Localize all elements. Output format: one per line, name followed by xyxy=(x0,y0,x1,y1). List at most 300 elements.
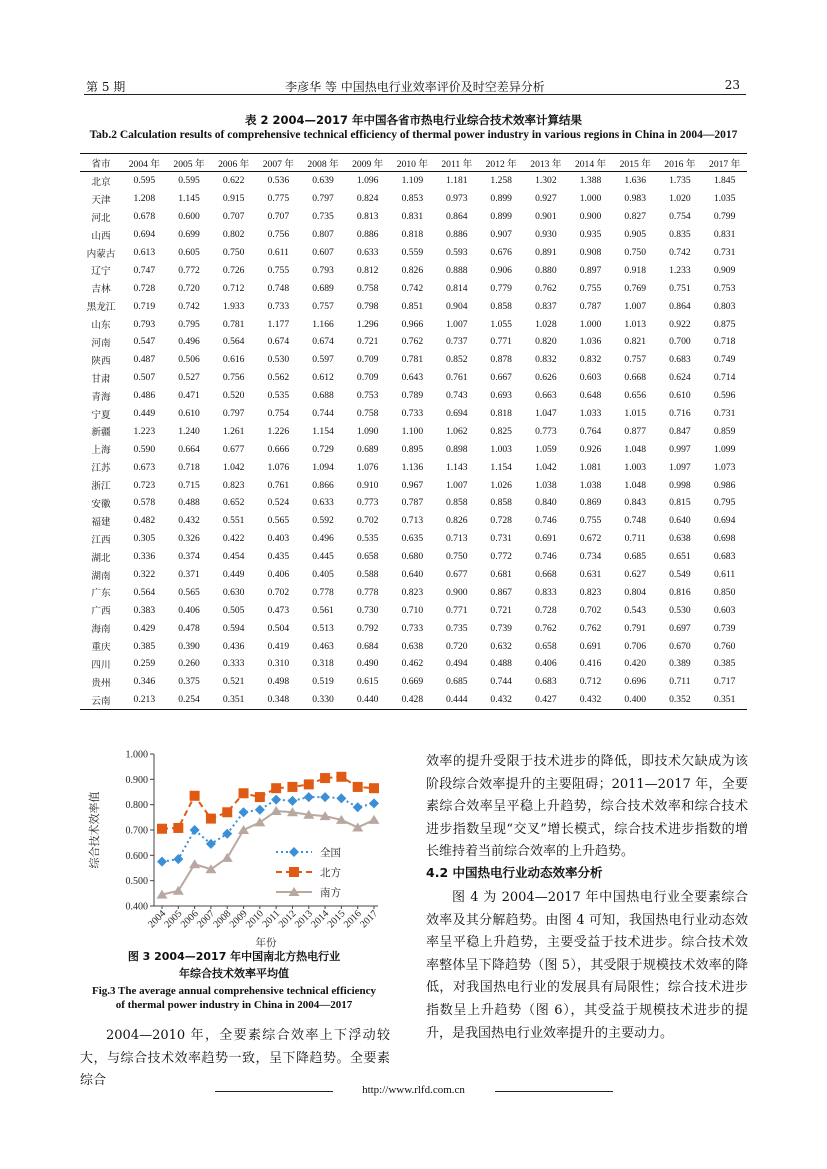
value-cell: 0.478 xyxy=(178,622,200,634)
province-cell: 山东 xyxy=(91,320,111,332)
value-cell: 0.772 xyxy=(490,551,512,563)
value-cell: 0.611 xyxy=(713,569,736,581)
data-point xyxy=(255,805,265,815)
value-cell: 1.097 xyxy=(669,461,691,473)
province-cell: 湖北 xyxy=(91,552,111,564)
value-cell: 0.728 xyxy=(490,515,512,527)
value-cell: 0.764 xyxy=(579,425,602,437)
value-cell: 1.036 xyxy=(579,336,602,348)
footer-rule-right xyxy=(495,1091,613,1092)
province-cell: 四川 xyxy=(91,659,111,671)
value-cell: 0.352 xyxy=(658,691,703,709)
column-header: 2013 年 xyxy=(524,154,569,172)
column-header: 2017 年 xyxy=(702,154,747,172)
value-cell: 1.143 xyxy=(445,461,468,473)
value-cell: 0.787 xyxy=(579,300,602,312)
table-row xyxy=(80,583,747,601)
value-cell: 0.816 xyxy=(669,586,691,598)
value-cell: 0.744 xyxy=(312,408,334,420)
value-cell: 0.720 xyxy=(178,282,200,294)
value-cell: 0.371 xyxy=(178,569,200,581)
column-header: 2004 年 xyxy=(122,154,167,172)
data-point xyxy=(173,823,183,833)
value-cell: 0.559 xyxy=(401,247,424,258)
value-cell: 1.076 xyxy=(267,461,290,473)
value-cell: 0.735 xyxy=(445,622,468,634)
value-cell: 0.390 xyxy=(178,640,200,652)
column-header: 2014 年 xyxy=(568,154,613,172)
value-cell: 0.685 xyxy=(624,551,646,563)
value-cell: 0.432 xyxy=(178,515,200,527)
value-cell: 0.966 xyxy=(401,318,424,330)
value-cell: 0.385 xyxy=(713,658,736,670)
data-point xyxy=(352,822,363,831)
value-cell: 0.749 xyxy=(713,354,736,366)
data-point xyxy=(304,779,314,789)
value-cell: 0.462 xyxy=(401,658,424,670)
x-tick-label: 2011 xyxy=(260,908,283,931)
value-cell: 0.697 xyxy=(669,622,691,634)
value-cell: 0.798 xyxy=(356,300,379,312)
data-point xyxy=(189,859,200,868)
province-cell: 江苏 xyxy=(91,463,111,475)
value-cell: 0.694 xyxy=(133,229,156,241)
value-cell: 1.038 xyxy=(579,479,602,491)
value-cell: 0.891 xyxy=(535,247,557,258)
value-cell: 0.683 xyxy=(713,551,736,563)
table-row xyxy=(80,244,747,262)
value-cell: 0.827 xyxy=(624,211,646,223)
value-cell: 0.858 xyxy=(490,300,512,312)
value-cell: 0.840 xyxy=(535,497,557,509)
value-cell: 0.757 xyxy=(312,300,334,312)
value-cell: 0.688 xyxy=(312,390,334,402)
value-cell: 0.899 xyxy=(490,193,512,205)
value-cell: 0.910 xyxy=(356,479,379,491)
value-cell: 0.677 xyxy=(222,443,245,455)
province-cell: 山西 xyxy=(91,230,111,242)
column-header: 2015 年 xyxy=(613,154,658,172)
column-header: 2016 年 xyxy=(658,154,703,172)
value-cell: 0.213 xyxy=(122,691,167,709)
value-cell: 0.694 xyxy=(445,408,468,420)
data-point xyxy=(353,802,363,812)
value-cell: 0.310 xyxy=(267,658,290,670)
data-point xyxy=(369,815,380,824)
value-cell: 0.259 xyxy=(133,658,156,670)
value-cell: 0.709 xyxy=(356,372,379,384)
value-cell: 1.007 xyxy=(445,318,468,330)
column-header: 2006 年 xyxy=(211,154,256,172)
value-cell: 1.042 xyxy=(222,461,245,473)
value-cell: 0.906 xyxy=(490,264,512,276)
value-cell: 0.832 xyxy=(579,354,602,366)
province-cell: 云南 xyxy=(80,691,122,709)
value-cell: 1.154 xyxy=(312,425,334,437)
value-cell: 0.733 xyxy=(267,300,290,312)
value-cell: 0.742 xyxy=(401,282,424,294)
value-cell: 0.594 xyxy=(222,622,245,634)
value-cell: 0.674 xyxy=(267,336,290,348)
value-cell: 0.864 xyxy=(445,211,468,223)
province-cell: 宁夏 xyxy=(91,409,111,421)
value-cell: 0.440 xyxy=(345,691,390,709)
value-cell: 0.676 xyxy=(490,247,512,258)
value-cell: 0.778 xyxy=(312,586,334,598)
value-cell: 0.549 xyxy=(669,569,691,581)
value-cell: 0.709 xyxy=(356,354,379,366)
table-row xyxy=(80,369,747,387)
value-cell: 0.901 xyxy=(535,211,557,223)
province-cell: 甘肃 xyxy=(91,373,111,385)
x-tick-label: 2010 xyxy=(244,908,266,931)
value-cell: 0.487 xyxy=(133,354,156,366)
value-cell: 0.530 xyxy=(267,354,290,366)
value-cell: 1.048 xyxy=(624,479,646,491)
value-cell: 0.728 xyxy=(535,604,557,616)
value-cell: 0.597 xyxy=(312,354,334,366)
value-cell: 0.888 xyxy=(445,264,468,276)
value-cell: 0.813 xyxy=(356,211,379,223)
value-cell: 1.000 xyxy=(579,193,602,205)
value-cell: 0.869 xyxy=(579,497,602,509)
value-cell: 0.333 xyxy=(222,658,245,670)
value-cell: 0.389 xyxy=(669,658,691,670)
province-cell: 广东 xyxy=(91,588,111,600)
value-cell: 0.652 xyxy=(222,497,245,509)
value-cell: 0.416 xyxy=(579,658,602,670)
value-cell: 0.613 xyxy=(133,247,156,258)
value-cell: 0.672 xyxy=(579,533,602,545)
value-cell: 0.449 xyxy=(222,569,245,581)
value-cell: 0.635 xyxy=(401,533,424,545)
value-cell: 0.716 xyxy=(669,408,691,420)
value-cell: 1.090 xyxy=(356,425,379,437)
value-cell: 0.639 xyxy=(312,175,334,187)
x-tick-label: 2016 xyxy=(341,908,364,931)
value-cell: 0.648 xyxy=(579,390,602,402)
value-cell: 0.758 xyxy=(356,282,379,294)
data-point xyxy=(239,807,249,817)
x-tick-label: 2014 xyxy=(309,908,332,931)
figure-caption-en-line1: Fig.3 The average annual comprehensive technical efficiency xyxy=(91,985,377,997)
data-point xyxy=(271,795,281,805)
value-cell: 1.296 xyxy=(356,318,379,330)
value-cell: 0.454 xyxy=(222,551,245,563)
value-cell: 0.754 xyxy=(669,211,691,223)
table-row xyxy=(80,440,747,458)
value-cell: 0.520 xyxy=(222,390,245,402)
value-cell: 1.042 xyxy=(535,461,557,473)
value-cell: 0.505 xyxy=(222,604,245,616)
value-cell: 1.047 xyxy=(535,408,557,420)
body-paragraph-right-2: 图 4 为 2004—2017 年中国热电行业全要素综合效率及其分解趋势。由图 4 可知，我国热电行业动态效率呈平稳上升趋势，主要受益于技术进步。综合技术效率整体呈下降趋势（图 5），其受限于规模技术效率的降低，对我国热电行业的发展具有局限性；综合技术进步指数呈上升趋势（图 6），其受益于规模技术进步的提升，是我国热电行业效率提升的主要动力。 xyxy=(426,890,748,1041)
value-cell: 0.799 xyxy=(713,211,736,223)
value-cell: 0.733 xyxy=(401,622,424,634)
value-cell: 0.915 xyxy=(222,193,245,205)
value-cell: 0.762 xyxy=(535,282,557,294)
value-cell: 0.899 xyxy=(490,211,512,223)
value-cell: 0.723 xyxy=(133,479,156,491)
province-cell: 湖南 xyxy=(91,570,111,582)
province-cell: 陕西 xyxy=(91,355,111,367)
table-row xyxy=(80,476,747,494)
value-cell: 0.983 xyxy=(624,193,646,205)
figure-caption-cn-line2: 年综合技术效率平均值 xyxy=(179,967,289,980)
value-cell: 0.702 xyxy=(356,515,379,527)
value-cell: 0.875 xyxy=(713,318,736,330)
value-cell: 0.998 xyxy=(669,479,691,491)
value-cell: 1.933 xyxy=(222,300,245,312)
table-row xyxy=(80,351,747,369)
value-cell: 0.449 xyxy=(133,408,156,420)
table-row xyxy=(80,261,747,279)
column-header: 2007 年 xyxy=(256,154,301,172)
data-point xyxy=(320,773,330,783)
value-cell: 1.015 xyxy=(624,408,646,420)
value-cell: 0.787 xyxy=(401,497,424,509)
value-cell: 0.718 xyxy=(178,461,200,473)
y-tick-label: 0.600 xyxy=(125,850,148,862)
value-cell: 0.595 xyxy=(178,175,200,187)
value-cell: 0.564 xyxy=(222,336,245,348)
value-cell: 0.400 xyxy=(613,691,658,709)
value-cell: 0.720 xyxy=(445,640,468,652)
table-row xyxy=(80,619,747,637)
value-cell: 0.850 xyxy=(713,586,736,598)
column-header: 2011 年 xyxy=(435,154,479,172)
value-cell: 0.663 xyxy=(535,390,557,402)
value-cell: 1.302 xyxy=(535,175,557,187)
value-cell: 0.926 xyxy=(579,443,602,455)
value-cell: 0.781 xyxy=(222,318,245,330)
page-footer xyxy=(0,1083,827,1096)
value-cell: 0.986 xyxy=(713,479,736,491)
table-row xyxy=(80,172,747,190)
province-cell: 河南 xyxy=(91,337,111,349)
value-cell: 0.678 xyxy=(133,211,156,223)
x-tick-label: 2013 xyxy=(292,908,315,931)
table-row xyxy=(80,458,747,476)
province-cell: 重庆 xyxy=(91,642,111,654)
value-cell: 0.638 xyxy=(669,533,691,545)
data-point xyxy=(157,857,167,867)
value-cell: 1.026 xyxy=(490,479,512,491)
data-point xyxy=(190,791,200,801)
value-cell: 0.670 xyxy=(669,640,691,652)
value-cell: 0.832 xyxy=(535,354,557,366)
line-chart xyxy=(80,746,388,949)
value-cell: 0.490 xyxy=(356,658,379,670)
value-cell: 1.003 xyxy=(490,443,512,455)
value-cell: 0.406 xyxy=(535,658,557,670)
value-cell: 0.471 xyxy=(178,390,200,402)
province-cell: 安徽 xyxy=(91,498,111,510)
value-cell: 0.691 xyxy=(535,533,557,545)
value-cell: 0.699 xyxy=(178,229,200,241)
value-cell: 0.731 xyxy=(713,247,736,258)
value-cell: 0.406 xyxy=(267,569,290,581)
value-cell: 0.750 xyxy=(222,247,245,258)
value-cell: 0.753 xyxy=(713,282,736,294)
legend-label: 北方 xyxy=(320,867,341,879)
value-cell: 0.756 xyxy=(222,372,245,384)
value-cell: 0.435 xyxy=(267,551,290,563)
value-cell: 0.867 xyxy=(490,586,512,598)
value-cell: 0.729 xyxy=(312,443,334,455)
value-cell: 1.845 xyxy=(713,175,736,187)
value-cell: 0.624 xyxy=(669,372,691,384)
value-cell: 1.388 xyxy=(579,175,602,187)
value-cell: 0.611 xyxy=(267,247,289,258)
value-cell: 0.821 xyxy=(624,336,646,348)
value-cell: 0.578 xyxy=(133,497,156,509)
value-cell: 0.778 xyxy=(356,586,379,598)
value-cell: 0.750 xyxy=(445,551,468,563)
value-cell: 0.751 xyxy=(669,282,691,294)
value-cell: 0.852 xyxy=(445,354,468,366)
value-cell: 0.643 xyxy=(401,372,424,384)
table-row xyxy=(80,601,747,619)
value-cell: 0.803 xyxy=(713,300,736,312)
value-cell: 0.633 xyxy=(356,247,379,258)
value-cell: 1.177 xyxy=(267,318,290,330)
table-row xyxy=(80,405,747,423)
value-cell: 0.595 xyxy=(133,175,156,187)
value-cell: 1.223 xyxy=(133,425,156,437)
data-point xyxy=(190,825,200,835)
value-cell: 0.739 xyxy=(490,622,512,634)
value-cell: 0.795 xyxy=(178,318,200,330)
data-point xyxy=(369,798,379,808)
value-cell: 0.590 xyxy=(133,443,156,455)
value-cell: 1.007 xyxy=(624,300,646,312)
value-cell: 0.771 xyxy=(445,604,468,616)
value-cell: 0.600 xyxy=(178,211,200,223)
value-cell: 0.696 xyxy=(624,676,646,688)
value-cell: 0.833 xyxy=(535,586,557,598)
province-cell: 上海 xyxy=(91,445,111,457)
value-cell: 1.258 xyxy=(490,175,512,187)
value-cell: 0.420 xyxy=(624,658,646,670)
value-cell: 0.706 xyxy=(624,640,646,652)
data-point xyxy=(157,824,167,834)
value-cell: 0.707 xyxy=(267,211,290,223)
legend-label: 全国 xyxy=(320,847,341,859)
value-cell: 0.824 xyxy=(356,193,379,205)
value-cell: 0.927 xyxy=(535,193,557,205)
value-cell: 0.403 xyxy=(267,533,290,545)
province-cell: 青海 xyxy=(91,391,111,403)
value-cell: 0.486 xyxy=(133,390,156,402)
value-cell: 0.837 xyxy=(535,300,557,312)
value-cell: 0.762 xyxy=(535,622,557,634)
table-row xyxy=(80,190,747,208)
value-cell: 0.658 xyxy=(356,551,379,563)
value-cell: 0.815 xyxy=(669,497,691,509)
value-cell: 0.823 xyxy=(401,586,424,598)
value-cell: 0.758 xyxy=(356,408,379,420)
value-cell: 0.762 xyxy=(401,336,424,348)
value-cell: 0.731 xyxy=(490,533,512,545)
value-cell: 1.109 xyxy=(401,175,424,187)
value-cell: 0.700 xyxy=(669,336,691,348)
value-cell: 0.818 xyxy=(401,229,424,241)
value-cell: 0.330 xyxy=(301,691,346,709)
data-point xyxy=(173,886,184,895)
value-cell: 0.843 xyxy=(624,497,646,509)
value-cell: 1.033 xyxy=(579,408,602,420)
value-cell: 0.427 xyxy=(524,691,569,709)
value-cell: 0.797 xyxy=(222,408,245,420)
value-cell: 0.684 xyxy=(356,640,379,652)
value-cell: 1.261 xyxy=(222,425,245,437)
value-cell: 0.633 xyxy=(312,497,334,509)
value-cell: 0.772 xyxy=(178,264,200,276)
value-cell: 0.683 xyxy=(535,676,557,688)
value-cell: 1.055 xyxy=(490,318,512,330)
value-cell: 0.656 xyxy=(624,390,646,402)
data-point xyxy=(238,825,249,834)
body-paragraph-right-1: 效率的提升受限于技术进步的降低，即技术欠缺成为该阶段综合效率提升的主要阻碍；2011—2017 年，全要素综合效率呈平稳上升趋势，综合技术效率和综合技术进步指数呈现“交叉”增长模式，综合技术进步指数的增长维持着当前综合效率的上升趋势。 xyxy=(426,754,748,860)
value-cell: 0.713 xyxy=(401,515,424,527)
data-point xyxy=(222,807,232,817)
column-header: 2009 年 xyxy=(345,154,390,172)
value-cell: 0.918 xyxy=(624,264,646,276)
value-cell: 1.181 xyxy=(445,175,468,187)
value-cell: 0.802 xyxy=(222,229,245,241)
table-row xyxy=(80,655,747,673)
data-point xyxy=(353,782,363,792)
value-cell: 0.756 xyxy=(267,229,290,241)
value-cell: 0.714 xyxy=(713,372,736,384)
value-cell: 0.498 xyxy=(267,676,290,688)
x-tick-label: 2009 xyxy=(227,908,250,931)
footer-url: http://www.rlfd.com.cn xyxy=(362,1084,465,1096)
value-cell: 0.877 xyxy=(624,425,646,437)
value-cell: 0.612 xyxy=(312,372,334,384)
value-cell: 0.715 xyxy=(178,479,200,491)
value-cell: 0.383 xyxy=(133,604,156,616)
value-cell: 1.028 xyxy=(535,318,557,330)
value-cell: 0.905 xyxy=(624,229,646,241)
value-cell: 0.305 xyxy=(133,533,156,545)
table-row xyxy=(80,279,747,297)
value-cell: 0.473 xyxy=(267,604,290,616)
value-cell: 1.096 xyxy=(356,175,379,187)
value-cell: 0.504 xyxy=(267,622,290,634)
value-cell: 0.904 xyxy=(445,300,468,312)
value-cell: 1.020 xyxy=(669,193,691,205)
value-cell: 0.835 xyxy=(669,229,691,241)
value-cell: 0.897 xyxy=(579,264,602,276)
value-cell: 1.073 xyxy=(713,461,736,473)
value-cell: 0.535 xyxy=(356,533,379,545)
data-point xyxy=(287,782,297,792)
x-tick-label: 2007 xyxy=(195,908,218,931)
value-cell: 0.348 xyxy=(256,691,301,709)
province-cell: 北京 xyxy=(91,176,111,188)
value-cell: 0.691 xyxy=(579,640,602,652)
value-cell: 0.755 xyxy=(579,515,602,527)
value-cell: 0.826 xyxy=(445,515,468,527)
value-cell: 0.429 xyxy=(133,622,156,634)
value-cell: 1.636 xyxy=(624,175,646,187)
efficiency-table xyxy=(80,153,747,710)
value-cell: 0.750 xyxy=(624,247,646,258)
figure-caption-cn xyxy=(80,948,388,982)
province-cell: 江西 xyxy=(91,534,111,546)
